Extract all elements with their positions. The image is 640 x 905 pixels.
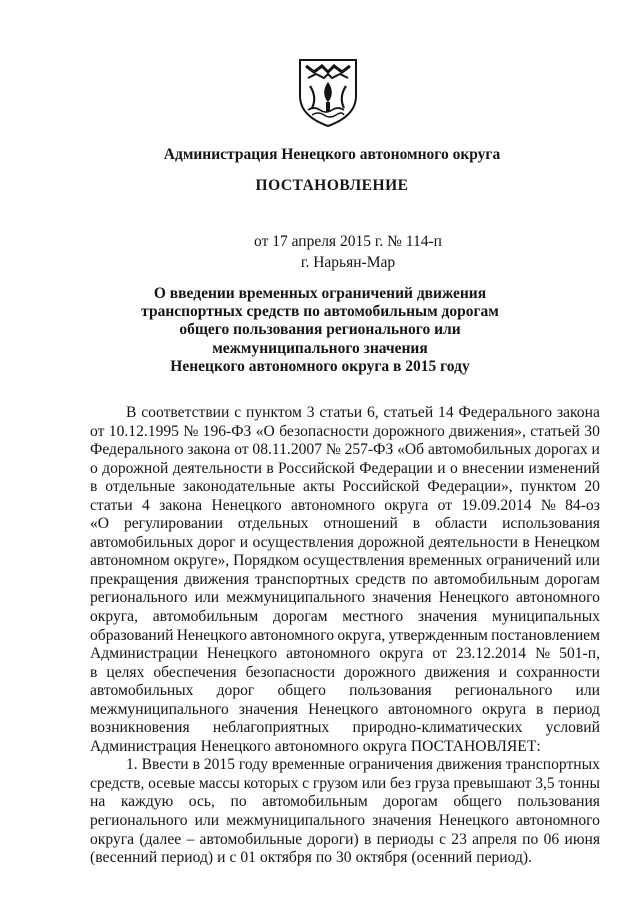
- body-line: автомобильных дорог общего пользования регионального или: [90, 682, 600, 700]
- title-line: межмуниципального значения: [212, 339, 428, 357]
- coat-of-arms-icon: [294, 52, 362, 128]
- body-line: статьи 4 закона Ненецкого автономного округа от 19.09.2014 № 84-оз: [90, 496, 600, 514]
- title-line: транспортных средств по автомобильным дорогам: [141, 303, 499, 321]
- resolution-title: [0, 285, 640, 376]
- body-line: регионального или межмуниципального значения Ненецкого автономного: [90, 812, 600, 830]
- body-line: округа, автомобильным дорогам местного значения муниципальных: [90, 608, 600, 626]
- body-line: в отдельные законодательные акты Российской Федерации», пунктом 20: [90, 478, 600, 496]
- title-line: Ненецкого автономного округа в 2015 году: [170, 357, 470, 375]
- title-line: общего пользования регионального или: [179, 321, 461, 339]
- body-line: межмуниципального значения Ненецкого автономного округа в период: [90, 700, 600, 718]
- body-line: Администрация Ненецкого автономного округа ПОСТАНОВЛЯЕТ:: [90, 737, 541, 755]
- body-line: образований Ненецкого автономного округа, утвержденным постановлением: [90, 626, 600, 644]
- city: г. Нарьян-Мар: [300, 254, 396, 271]
- body-line: «О регулировании отдельных отношений в области использования: [90, 515, 600, 533]
- body-line: округа (далее – автомобильные дороги) в периоды с 23 апреля по 06 июня: [90, 830, 600, 848]
- body-line: (весенний период) и с 01 октября по 30 октября (осенний период).: [90, 849, 532, 867]
- body-line: автомобильных дорог и осуществления дорожной деятельности в Ненецком: [90, 533, 600, 551]
- body-line: на каждую ось, по автомобильным дорогам общего пользования: [90, 793, 600, 811]
- body-line: в целях обеспечения безопасности дорожного движения и сохранности: [90, 663, 600, 681]
- body-line: о дорожной деятельности в Российской Федерации и о внесении изменений: [90, 459, 600, 477]
- body-line: возникновения неблагоприятных природно-климатических условий: [90, 719, 600, 737]
- body-line: прекращения движения транспортных средств по автомобильным дорогам: [90, 570, 600, 588]
- body-line: регионального или межмуниципального значения Ненецкого автономного: [90, 589, 600, 607]
- body-line: Федерального закона от 08.11.2007 № 257-ФЗ «Об автомобильных дорогах и: [90, 441, 600, 459]
- body-line: средств, осевые массы которых с грузом или без груза превышают 3,5 тонны: [90, 774, 600, 792]
- body-line: от 10.12.1995 № 196-ФЗ «О безопасности дорожного движения», статьей 30: [90, 422, 600, 440]
- body-line: 1. Ввести в 2015 году временные ограничения движения транспортных: [126, 756, 600, 774]
- organization-name: Администрация Ненецкого автономного округа: [163, 146, 501, 163]
- title-line: О введении временных ограничений движения: [153, 285, 487, 302]
- body-line: В соответствии с пунктом 3 статьи 6, статьей 14 Федерального закона: [126, 404, 600, 421]
- resolution-body: [90, 404, 600, 868]
- date-and-number: от 17 апреля 2015 г. № 114-п: [254, 233, 442, 250]
- body-line: Администрации Ненецкого автономного округа от 23.12.2014 № 501-п,: [90, 645, 600, 663]
- document-type: ПОСТАНОВЛЕНИЕ: [255, 177, 409, 194]
- body-line: автономном округе», Порядком осуществления временных ограничений или: [90, 552, 600, 570]
